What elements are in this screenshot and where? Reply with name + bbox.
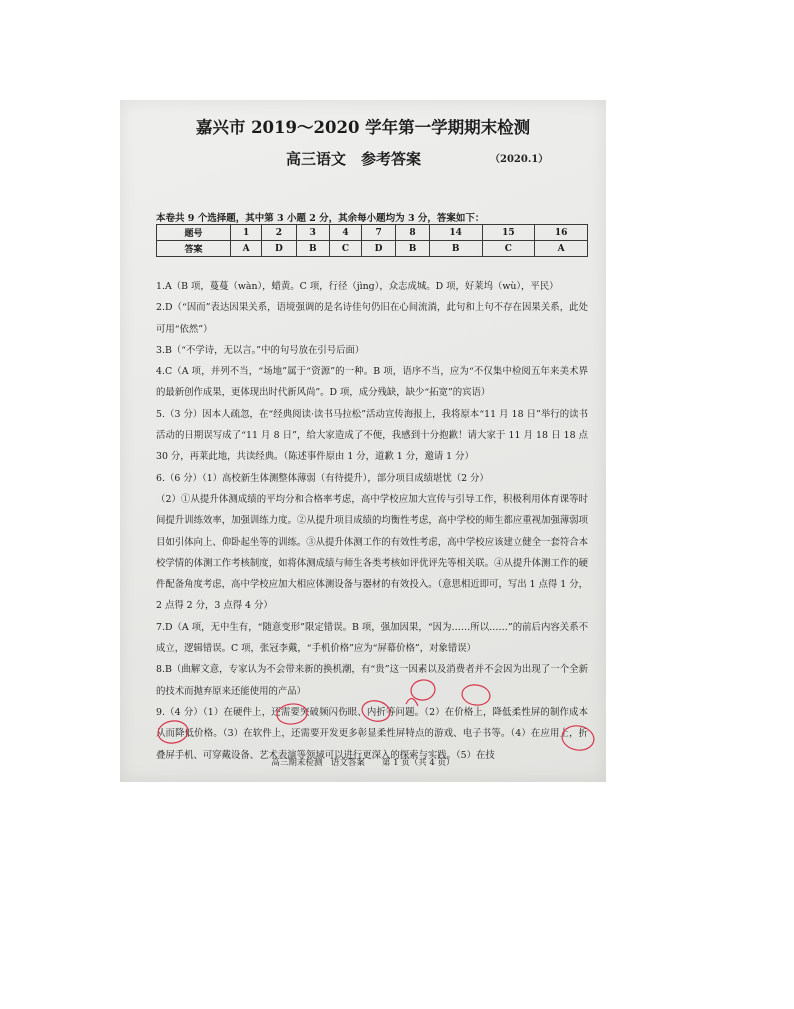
intro-text: 本卷共 9 个选择题，其中第 3 小题 2 分，其余每小题均为 3 分，答案如下： <box>156 213 485 224</box>
table-header-cell: 答案 <box>157 241 231 257</box>
table-cell: 3 <box>296 225 330 241</box>
table-header-cell: 题号 <box>157 225 231 241</box>
table-cell: C <box>330 241 362 257</box>
table-cell: A <box>535 241 588 257</box>
page-subtitle: 高三语文 参考答案 <box>286 150 422 168</box>
answer-paragraph: 5.（3 分）因本人疏忽，在“经典阅读·读书马拉松”活动宣传海报上，我将原本“11 月 18 日”举行的读书活动的日期误写成了“11 月 8 日”，给大家造成了不便，我感到十分抱歉！请大家于 11 月 18 日 18 点 30 分，再莱此地，共读经典。（陈述事件原由 1 分，道歉 1 分，邀请 1 分） <box>156 408 588 463</box>
answer-paragraph: 4.C（A 项，并列不当，“场地”属于“资源”的一种。B 项，语序不当，应为“不仅集中检阅五年来美术界的最新创作成果，更体现出时代新风尚”。D 项，成分残缺，缺少“拓宽”的宾语） <box>156 366 588 399</box>
table-cell: 15 <box>482 225 535 241</box>
table-cell: 2 <box>262 225 296 241</box>
answer-paragraph: 7.D（A 项，无中生有，“随意变形”限定错误。B 项，强加因果，“因为……所以……”的前后内容关系不成立，逻辑错误。C 项，张冠李戴，“手机价格”应为“屏幕价格”，对象错误） <box>156 621 588 655</box>
table-row <box>157 241 588 257</box>
page-title: 嘉兴市 2019～2020 学年第一学期期末检测 <box>195 118 531 137</box>
table-cell: 16 <box>535 225 588 241</box>
table-cell: D <box>361 241 395 257</box>
table-row <box>157 225 588 241</box>
answer-paragraph: 2.D（“因而”表达因果关系，语境强调的是名诗佳句仍旧在心间流淌，此句和上句不存在因果关系，此处可用“依然”） <box>156 302 588 335</box>
answer-paragraph: 8.B（曲解文意，专家认为不会带来新的换机潮，有“贵”这一因素以及消费者并不会因为出现了一个全新的技术而抛弃原来还能使用的产品） <box>156 664 588 697</box>
table-cell: 4 <box>330 225 362 241</box>
answer-paragraph: 3.B（“不学诗，无以言。”中的句号放在引号后面） <box>156 344 365 356</box>
table-cell: B <box>296 241 330 257</box>
table-cell: A <box>231 241 262 257</box>
table-cell: 7 <box>361 225 395 241</box>
table-cell: B <box>429 241 482 257</box>
table-cell: 8 <box>396 225 430 241</box>
answer-explanations <box>156 276 588 766</box>
table-cell: 1 <box>231 225 262 241</box>
page-footer: 高三期末检测 语文答案 第 1 页（共 4 页） <box>271 758 455 768</box>
answer-table <box>156 224 588 257</box>
table-cell: B <box>396 241 430 257</box>
answer-paragraph: 1.A（B 项，蔓蔓（wàn），蜡黄。C 项，行径（jìng），众志成城。D 项，好莱坞（wù），平民） <box>156 281 559 292</box>
answer-paragraph: 9.（4 分）（1）在硬件上，还需要突破频闪伤眼、内折等问题。（2）在价格上，降低柔性屏的制作成本从而降低价格。（3）在软件上，还需要开发更多彰显柔性屏特点的游戏、电子书等。（4）在应用上，折叠屏手机、可穿戴设备、艺术表演等领域可以进行更深入的探索与实践。（5）在技 <box>156 706 588 761</box>
answer-paragraph: 6.（6 分）（1）高校新生体测整体薄弱（有待提升），部分项目成绩堪忧（2 分） <box>156 472 489 484</box>
table-cell: 14 <box>429 225 482 241</box>
answer-paragraph: （2）①从提升体测成绩的平均分和合格率考虑，高中学校应加大宣传与引导工作，积极利用体育课等时间提升训练效率，加强训练力度。②从提升项目成绩的均衡性考虑，高中学校的师生都应重视加强薄弱项目如引体向上、仰卧起坐等的训练。③从提升体测工作的有效性考虑，高中学校应该建立健全一套符合本校学情的体测工作考核制度，如将体测成绩与师生各类考核如评优评先等相关联。④从提升体测工作的硬件配备角度考虑，高中学校应加大相应体测设备与器材的有效投入。（意思相近即可，写出 1 点得 1 分，2 点得 2 分，3 点得 4 分） <box>156 493 588 612</box>
table-cell: C <box>482 241 535 257</box>
document-photo <box>120 100 606 782</box>
exam-date: （2020.1） <box>490 154 549 165</box>
table-cell: D <box>262 241 296 257</box>
